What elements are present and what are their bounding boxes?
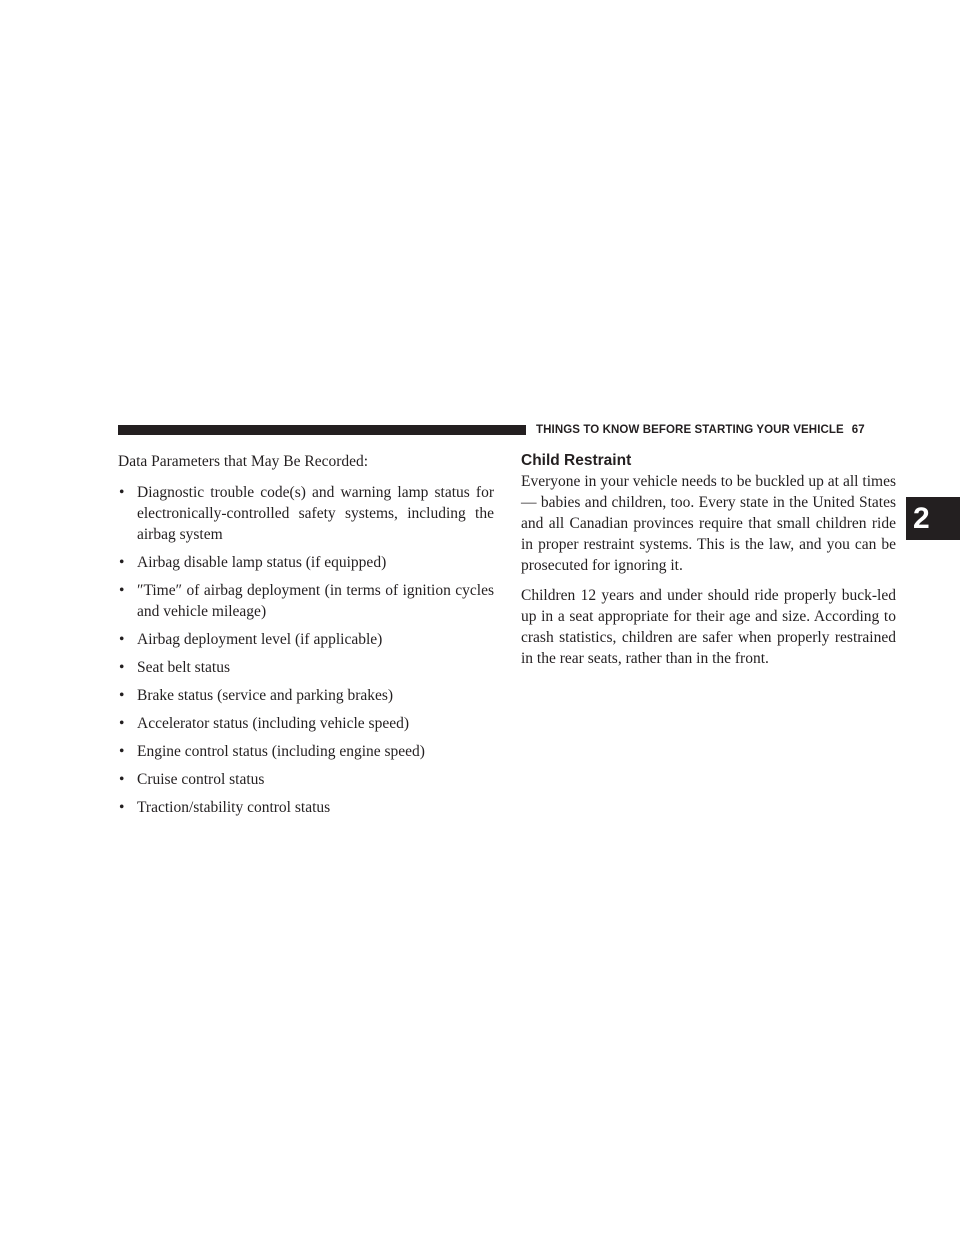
running-header [536,421,865,439]
bullet-icon: • [119,743,125,760]
list-item-text: Diagnostic trouble code(s) and warning lamp status for electronically-controlled safety systems, including the airbag system [137,484,494,543]
right-column [521,451,896,678]
bullet-icon: • [119,799,125,816]
list-item [118,580,494,622]
list-item-text: Airbag disable lamp status (if equipped) [137,554,387,571]
header-rule [118,425,526,435]
list-item-text: ″Time″ of airbag deployment (in terms of ignition cycles and vehicle mileage) [137,582,494,620]
bullet-icon: • [119,687,125,704]
chapter-tab: 2 [906,497,960,540]
list-item-text: Traction/stability control status [137,799,331,816]
list-item [118,552,494,573]
bullet-icon: • [119,484,125,501]
list-item [118,685,494,706]
list-item [118,629,494,650]
list-item [118,797,494,818]
bullet-icon: • [119,631,125,648]
list-item-text: Cruise control status [137,771,265,788]
list-item [118,482,494,545]
section-title: THINGS TO KNOW BEFORE STARTING YOUR VEHICLE [536,424,844,436]
bullet-icon: • [119,582,125,599]
list-item [118,657,494,678]
list-item [118,741,494,762]
data-parameters-list [118,482,494,818]
list-item [118,713,494,734]
bullet-icon: • [119,771,125,788]
body-paragraph: Children 12 years and under should ride properly buck-led up in a seat appropriate for their age and size. According to crash statistics, children are safer when properly restrained in the rear seats, rather than in the front. [521,587,896,667]
page-number: 67 [851,424,865,436]
body-paragraph: Everyone in your vehicle needs to be buckled up at all times — babies and children, too. Every state in the United States and all Canadian provinces require that small children ride in proper restraint systems. This is the law, and you can be prosecuted for ignoring it. [521,473,896,574]
list-item-text: Brake status (service and parking brakes) [137,687,394,704]
list-item [118,769,494,790]
section-heading: Child Restraint [521,452,632,469]
left-column [118,451,494,825]
list-item-text: Airbag deployment level (if applicable) [137,631,383,648]
bullet-icon: • [119,659,125,676]
bullet-icon: • [119,554,125,571]
data-parameters-intro: Data Parameters that May Be Recorded: [118,453,369,470]
bullet-icon: • [119,715,125,732]
list-item-text: Engine control status (including engine speed) [137,743,425,760]
list-item-text: Accelerator status (including vehicle speed) [137,715,409,732]
list-item-text: Seat belt status [137,659,230,676]
